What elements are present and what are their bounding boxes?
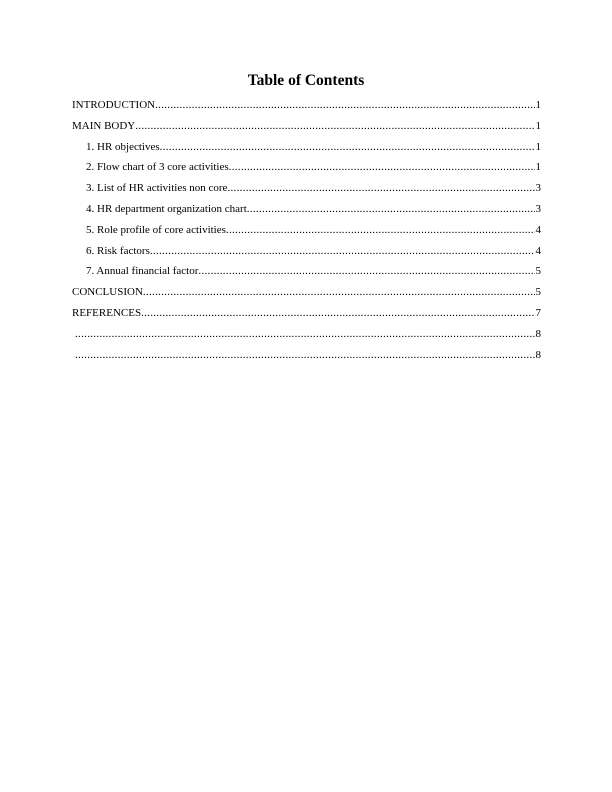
toc-entry-flow-chart[interactable] [72, 159, 541, 180]
toc-entry-label: 2. Flow chart of 3 core activities [86, 161, 229, 174]
toc-entry-page-number: 3 [535, 202, 541, 215]
toc-title: Table of Contents [247, 72, 365, 89]
toc-entry-untitled[interactable] [72, 347, 541, 368]
toc-entry-label: 5. Role profile of core activities [86, 223, 226, 236]
toc-entry-label: MAIN BODY [72, 119, 136, 132]
toc-entry-label: 6. Risk factors [86, 244, 150, 257]
toc-entry-label: INTRODUCTION [72, 99, 156, 111]
toc-entry-annual-financial-factor[interactable] [72, 263, 541, 284]
toc-list [72, 97, 541, 367]
dot-leader [75, 326, 535, 342]
toc-entry-page-number: 3 [535, 182, 541, 195]
toc-entry-non-core-activities[interactable] [72, 180, 541, 201]
toc-entry-label: 1. HR objectives [86, 140, 160, 153]
dot-leader [141, 305, 534, 321]
toc-entry-label: 7. Annual financial factor [86, 265, 199, 278]
toc-entry-page-number: 1 [535, 119, 541, 132]
toc-entry-hr-objectives[interactable] [72, 139, 541, 160]
dot-leader [229, 159, 535, 175]
toc-entry-page-number: 5 [535, 265, 541, 278]
dot-leader [75, 347, 535, 363]
toc-entry-label: 4. HR department organization chart [86, 202, 247, 215]
toc-entry-page-number: 1 [535, 99, 541, 111]
toc-entry-label: 3. List of HR activities non core [86, 182, 228, 195]
toc-entry-page-number: 1 [535, 161, 541, 174]
toc-entry-organization-chart[interactable] [72, 201, 541, 222]
toc-entry-label: REFERENCES [72, 306, 142, 319]
dot-leader [247, 201, 535, 217]
toc-entry-page-number: 7 [535, 306, 541, 319]
toc-entry-page-number: 8 [535, 348, 541, 361]
toc-entry-role-profile[interactable] [72, 222, 541, 243]
dot-leader [135, 118, 534, 134]
dot-leader [155, 97, 534, 113]
toc-entry-introduction[interactable] [72, 97, 541, 118]
dot-leader [227, 180, 534, 196]
toc-entry-page-number: 4 [535, 244, 541, 257]
toc-entry-page-number: 1 [535, 140, 541, 153]
dot-leader [150, 243, 535, 259]
toc-entry-risk-factors[interactable] [72, 243, 541, 264]
toc-entry-references[interactable] [72, 305, 541, 326]
toc-entry-page-number: 8 [535, 327, 541, 340]
toc-entry-main-body[interactable] [72, 118, 541, 139]
toc-entry-conclusion[interactable] [72, 284, 541, 305]
dot-leader [226, 222, 535, 238]
toc-entry-page-number: 5 [535, 286, 541, 299]
toc-entry-page-number: 4 [535, 223, 541, 236]
dot-leader [143, 284, 535, 300]
toc-entry-untitled[interactable] [72, 326, 541, 347]
dot-leader [198, 263, 534, 279]
dot-leader [160, 139, 535, 155]
toc-entry-label: CONCLUSION [72, 286, 143, 299]
